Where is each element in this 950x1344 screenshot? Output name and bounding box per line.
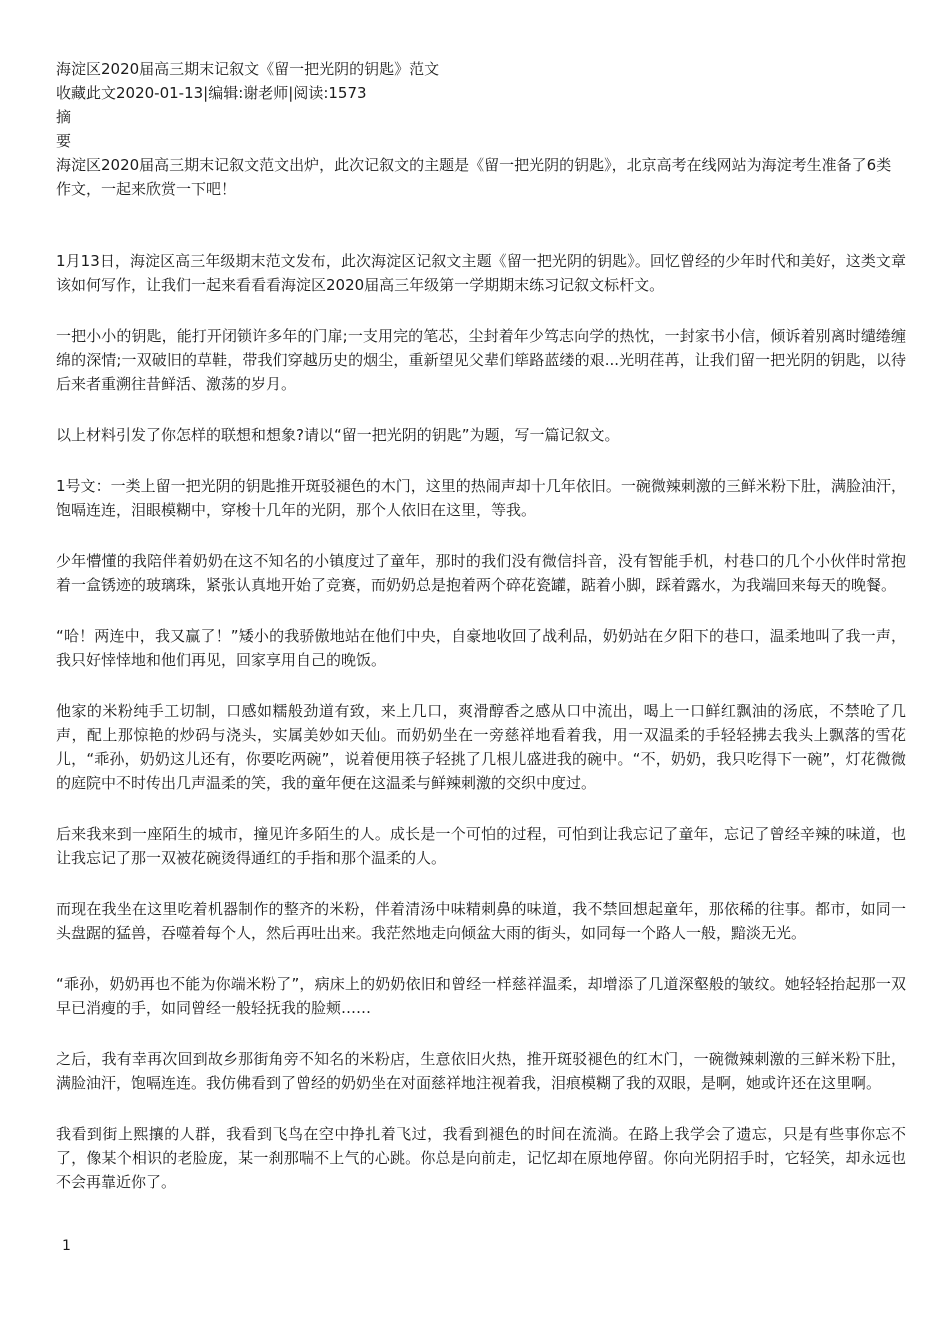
body-paragraph-11: 之后，我有幸再次回到故乡那街角旁不知名的米粉店，生意依旧火热，推开斑驳褪色的红木门，一碗微辣刺激的三鲜米粉下肚，满脸油汗，饱嗝连连。我仿佛看到了曾经的奶奶坐在对面慈祥地注视着我，泪痕模糊了我的双眼，是啊，她或许还在这里啊。 bbox=[56, 1050, 906, 1092]
body-paragraph-7: 他家的米粉纯手工切制，口感如糯般劲道有致，来上几口，爽滑醇香之感从口中流出，喝上一口鲜红飘油的汤底，不禁呛了几声，配上那惊艳的炒码与浇头，实属美妙如天仙。而奶奶坐在一旁慈祥地看着我，用一双温柔的手轻轻拂去我头上飘落的雪花儿，“乖孙，奶奶这儿还有，你要吃两碗”，说着便用筷子轻挑了几根儿盛进我的碗中。“不，奶奶，我只吃得下一碗”，灯花微微的庭院中不时传出几声温柔的笑，我的童年便在这温柔与鲜辣刺激的交织中度过。 bbox=[56, 702, 906, 792]
body-paragraph-12: 我看到街上熙攘的人群，我看到飞鸟在空中挣扎着飞过，我看到褪色的时间在流淌。在路上我学会了遗忘，只是有些事你忘不了，像某个相识的老脸庞，某一刹那喘不上气的心跳。你总是向前走，记忆却在原地停留。你向光阴招手时，它轻笑，却永远也不会再靠近你了。 bbox=[56, 1125, 906, 1191]
body-paragraph-2: 一把小小的钥匙，能打开闭锁许多年的门扉;一支用完的笔芯，尘封着年少笃志向学的热忱，一封家书小信，倾诉着别离时缱绻缠绵的深情;一双破旧的草鞋，带我们穿越历史的烟尘，重新望见父辈们筚路蓝缕的艰...光明荏苒，让我们留一把光阴的钥匙，以待后来者重溯往昔鲜活、激荡的岁月。 bbox=[56, 327, 906, 393]
body-paragraph-1: 1月13日，海淀区高三年级期末范文发布，此次海淀区记叙文主题《留一把光阴的钥匙》。回忆曾经的少年时代和美好，这类文章该如何写作，让我们一起来看看看海淀区2020届高三年级第一学期期末练习记叙文标杆文。 bbox=[56, 252, 906, 294]
body-paragraph-4: 1号文：一类上留一把光阴的钥匙推开斑驳褪色的木门，这里的热闹声却十几年依旧。一碗微辣刺激的三鲜米粉下肚，满脸油汗，饱嗝连连，泪眼模糊中，穿梭十几年的光阴，那个人依旧在这里，等我。 bbox=[56, 477, 906, 519]
body-paragraph-6: “哈！两连中，我又赢了！”矮小的我骄傲地站在他们中央，自豪地收回了战利品，奶奶站在夕阳下的巷口，温柔地叫了我一声，我只好悻悻地和他们再见，回家享用自己的晚饭。 bbox=[56, 627, 906, 669]
abstract-label-1: 摘 bbox=[56, 108, 72, 126]
abstract-label-2: 要 bbox=[56, 132, 72, 150]
document-page bbox=[56, 57, 906, 1194]
body-paragraph-10: “乖孙，奶奶再也不能为你端米粉了”，病床上的奶奶依旧和曾经一样慈祥温柔，却增添了几道深壑般的皱纹。她轻轻抬起那一双早已消瘦的手，如同曾经一般轻抚我的脸颊…… bbox=[56, 975, 906, 1017]
intro-paragraph: 海淀区2020届高三期末记叙文范文出炉，此次记叙文的主题是《留一把光阴的钥匙》，北京高考在线网站为海淀考生准备了6类作文，一起来欣赏一下吧！ bbox=[56, 156, 892, 198]
body-paragraph-8: 后来我来到一座陌生的城市，撞见许多陌生的人。成长是一个可怕的过程，可怕到让我忘记了童年，忘记了曾经辛辣的味道，也让我忘记了那一双被花碗烫得通红的手指和那个温柔的人。 bbox=[56, 825, 906, 867]
page-number: 1 bbox=[62, 1238, 71, 1254]
document-meta: 收藏此文2020-01-13|编辑:谢老师|阅读:1573 bbox=[56, 84, 367, 102]
body-paragraph-9: 而现在我坐在这里吃着机器制作的整齐的米粉，伴着清汤中味精刺鼻的味道，我不禁回想起童年，那依稀的往事。都市，如同一头盘踞的猛兽，吞噬着每个人，然后再吐出来。我茫然地走向倾盆大雨的街头，如同每一个路人一般，黯淡无光。 bbox=[56, 900, 906, 942]
document-title: 海淀区2020届高三期末记叙文《留一把光阴的钥匙》范文 bbox=[56, 60, 440, 78]
body-paragraph-3: 以上材料引发了你怎样的联想和想象?请以“留一把光阴的钥匙”为题，写一篇记叙文。 bbox=[56, 426, 620, 444]
body-paragraph-5: 少年懵懂的我陪伴着奶奶在这不知名的小镇度过了童年，那时的我们没有微信抖音，没有智能手机，村巷口的几个小伙伴时常抱着一盒锈迹的玻璃珠，紧张认真地开始了竞赛，而奶奶总是抱着两个碎花瓷罐，踮着小脚，踩着露水，为我端回来每天的晚餐。 bbox=[56, 552, 906, 594]
